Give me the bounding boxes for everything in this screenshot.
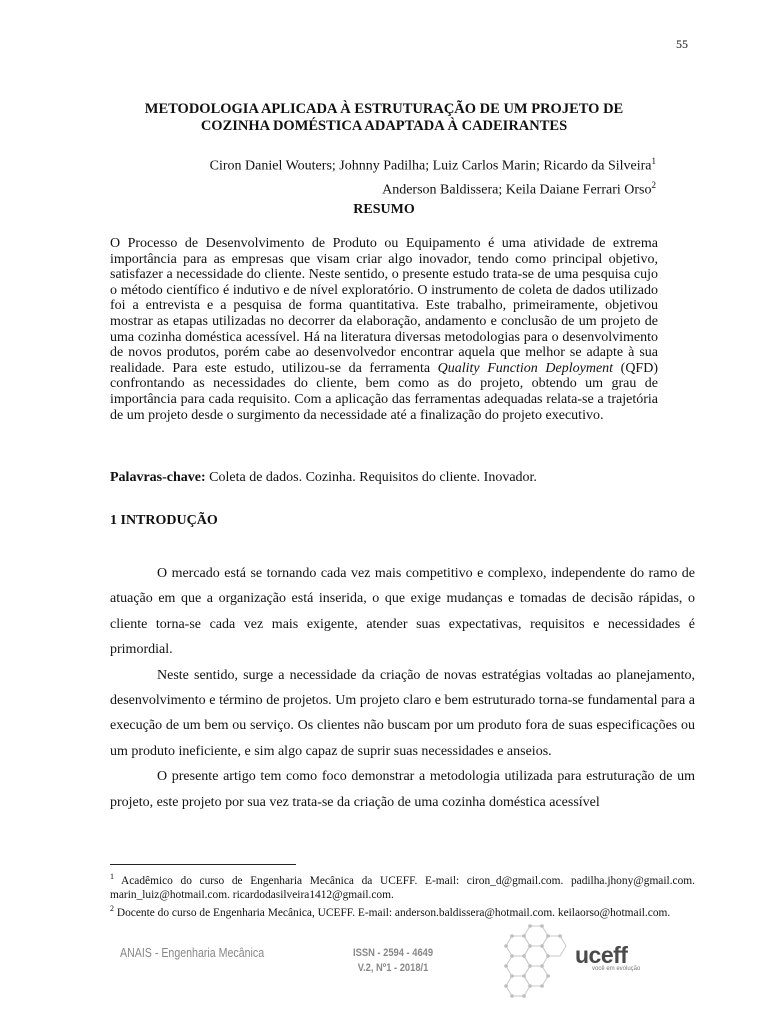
page-number: 55 (676, 37, 688, 51)
paragraph: O presente artigo tem como foco demonstrar a metodologia utilizada para estruturação de um projeto, este projeto por sua vez trata-se da criação de uma cozinha doméstica acessível (110, 769, 695, 810)
footnote-1-mark: 1 (110, 872, 114, 881)
footnote-separator (110, 864, 296, 865)
footer-issn-block (353, 946, 433, 976)
authors-line-1 (210, 152, 656, 176)
uceff-logo: uceff (575, 942, 628, 968)
keywords-text: Coleta de dados. Cozinha. Requisitos do cliente. Inovador. (205, 470, 537, 485)
authors-line-2 (210, 176, 656, 200)
footnote-2-mark: 2 (110, 904, 114, 914)
footnote-1 (110, 870, 695, 902)
footer-journal-name: ANAIS - Engenharia Mecânica (120, 946, 265, 960)
footnote-2 (110, 902, 695, 921)
section-heading-introducao: 1 INTRODUÇÃO (110, 513, 218, 528)
abstract-part-1: O Processo de Desenvolvimento de Produto ou Equipamento é uma atividade de extrema importância para as empresas que visam criar algo inovador, tendo como principal objetivo, satisfazer a necessidade do cliente. Neste sentido, o presente estudo trata-se de uma pesquisa cujo o método científico é indutivo e de nível exploratório. O instrumento de coleta de dados utilizado foi a entrevista e a pesquisa de forma quantitativa. Este trabalho, primeiramente, objetivou mostrar as etapas utilizadas no decorrer da elaboração, andamento e conclusão de um projeto de uma cozinha doméstica acessível. Há na literatura diversas metodologias para o desenvolvimento de novos produtos, porém cabe ao desenvolvedor encontrar aquela que melhor se adapte à sua realidade. Para este estudo, utilizou-se da ferramenta (110, 236, 658, 376)
abstract-text (110, 236, 658, 423)
paper-title (110, 101, 658, 135)
authors-line-1-text: Ciron Daniel Wouters; Johnny Padilha; Luiz Carlos Marin; Ricardo da Silveira (209, 158, 652, 174)
abstract-heading: RESUMO (353, 202, 415, 217)
abstract-italic-term: Quality Function Deployment (437, 360, 614, 376)
authors-line-2-text: Anderson Baldissera; Keila Daiane Ferrari Orso (382, 182, 652, 198)
footnote-mark-2: 2 (651, 179, 656, 190)
abstract-part-2: (QFD) confrontando as necessidades do cliente, bem como as do projeto, obtendo um grau de importância para cada requisito. Com a aplicação das ferramentas adequadas relata-se a trajetória de um projeto desde o surgimento da necessidade até a finalização do projeto executivo. (110, 360, 658, 423)
introduction-body (110, 561, 695, 815)
title-line-2: COZINHA DOMÉSTICA ADAPTADA À CADEIRANTES (200, 118, 568, 134)
footer-volume: V.2, Nº1 - 2018/1 (357, 962, 429, 974)
footnote-1-text: Acadêmico do curso de Engenharia Mecânica da UCEFF. E-mail: ciron_d@gmail.com. padilha.jhony@gmail.com. marin_luiz@hotmail.com. ricardodasilveira1412@gmail.com. (110, 874, 695, 901)
footnote-2-text: Docente do curso de Engenharia Mecânica, UCEFF. E-mail: anderson.baldissera@hotmail.com. keilaorso@hotmail.com. (114, 907, 671, 920)
uceff-logo-tagline: você em evolução (592, 966, 641, 972)
paragraph: Neste sentido, surge a necessidade da criação de novas estratégias voltadas ao planejamento, desenvolvimento e término de projetos. Um projeto claro e bem estruturado torna-se fundamental para a execução de um bem ou serviço. Os clientes não buscam por um produto fora de suas especificações ou um produto ineficiente, e sim algo capaz de suprir suas necessidades e anseios. (110, 667, 695, 759)
paragraph: O mercado está se tornando cada vez mais competitivo e complexo, independente do ramo de atuação em que a organização está inserida, o que exige mudanças e tomadas de decisão rápidas, o cliente torna-se cada vez mais exigente, atender suas expectativas, requisitos e necessidades é primordial. (110, 566, 695, 658)
footnotes (110, 870, 695, 921)
keywords (110, 470, 658, 486)
author-list (210, 152, 656, 199)
footnote-mark-1: 1 (651, 156, 656, 166)
title-line-1: METODOLOGIA APLICADA À ESTRUTURAÇÃO DE UM PROJETO DE (144, 101, 624, 117)
footer-issn: ISSN - 2594 - 4649 (353, 947, 434, 959)
hexagon-network-icon (500, 922, 580, 1002)
keywords-label: Palavras-chave: (110, 470, 206, 485)
